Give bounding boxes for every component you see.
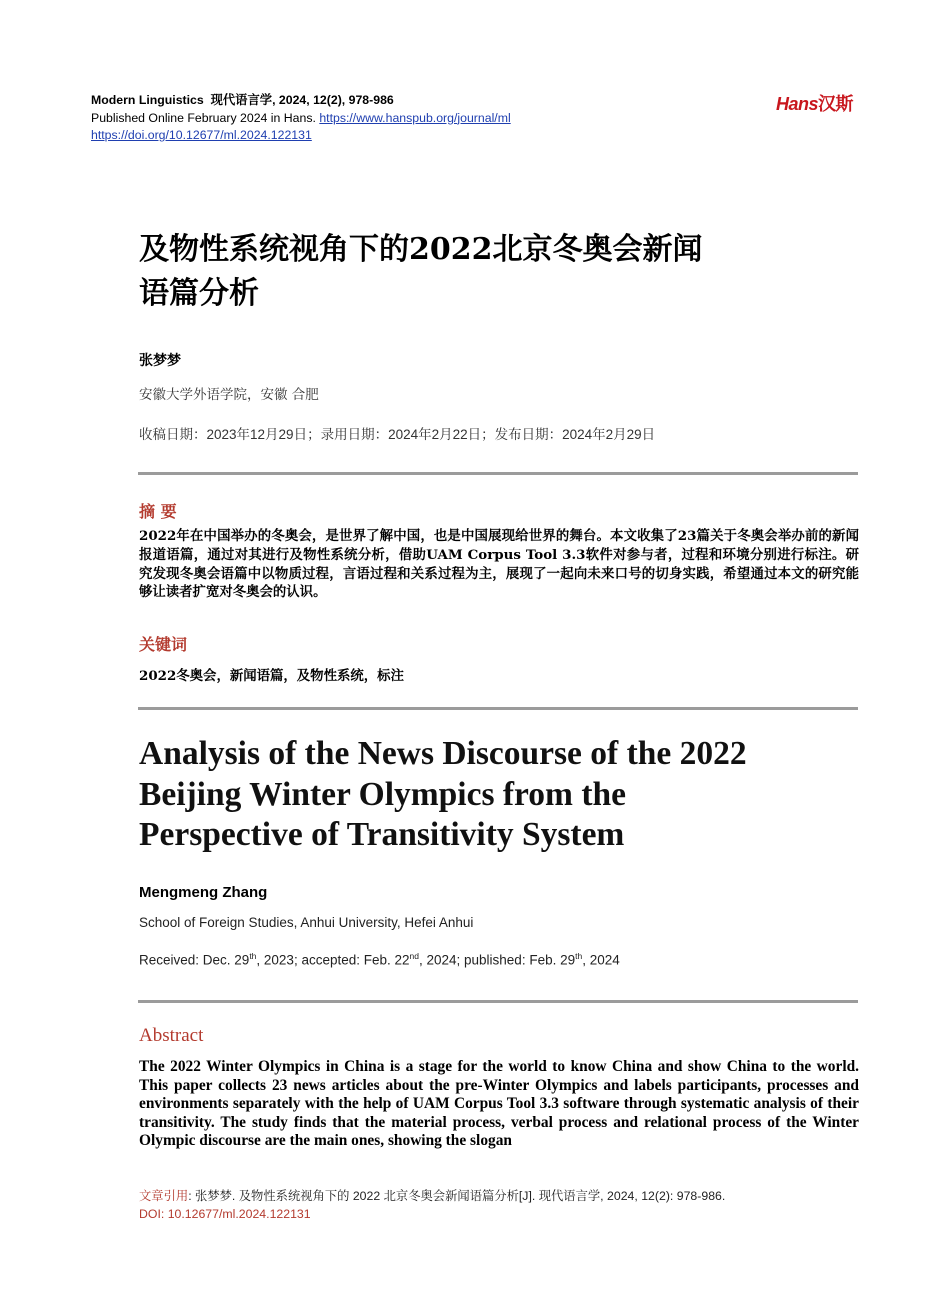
published-line bbox=[91, 110, 711, 128]
citation-text: : 张梦梦. 及物性系统视角下的 2022 北京冬奥会新闻语篇分析[J]. 现代语言学, 2024, 12(2): 978-986. bbox=[188, 1189, 726, 1203]
abstract-zh: 2022年在中国举办的冬奥会，是世界了解中国，也是中国展现给世界的舞台。本文收集了23篇关于冬奥会举办前的新闻报道语篇，通过对其进行及物性系统分析，借助UAM Corpus Tool 3.3软件对参与者，过程和环境分别进行标注。研究发现冬奥会语篇中以物质过程，言语过程和关系过程为主，展现了一起向未来口号的切身实践，希望通过本文的研究能够让读者扩宽对冬奥会的认识。 bbox=[139, 528, 859, 601]
citation-doi: DOI: 10.12677/ml.2024.122131 bbox=[139, 1207, 311, 1221]
author-en: Mengmeng Zhang bbox=[139, 884, 268, 901]
title-en bbox=[139, 734, 849, 856]
logo-text: Hans bbox=[776, 94, 819, 114]
affiliation-zh: 安徽大学外语学院，安徽 合肥 bbox=[139, 387, 319, 403]
affiliation-en: School of Foreign Studies, Anhui University, Hefei Anhui bbox=[139, 915, 474, 930]
dates-zh: 收稿日期：2023年12月29日；录用日期：2024年2月22日；发布日期：2024年2月29日 bbox=[139, 427, 656, 442]
keywords-heading-zh: 关键词 bbox=[139, 635, 188, 654]
title-en-line1: Analysis of the News Discourse of the 2022 bbox=[139, 735, 747, 772]
abstract-heading-zh: 摘 要 bbox=[139, 502, 177, 521]
title-zh-line1: 及物性系统视角下的2022北京冬奥会新闻 bbox=[139, 232, 703, 267]
logo-text-zh: 汉斯 bbox=[818, 94, 854, 114]
journal-name-zh: 现代语言学, 2024, 12(2), 978-986 bbox=[210, 93, 394, 107]
title-zh-line2: 语篇分析 bbox=[139, 276, 259, 311]
keywords-zh: 2022冬奥会，新闻语篇，及物性系统，标注 bbox=[139, 668, 404, 684]
citation-label: 文章引用 bbox=[139, 1189, 189, 1203]
journal-url-link[interactable]: https://www.hanspub.org/journal/ml bbox=[319, 110, 511, 125]
title-en-line3: Perspective of Transitivity System bbox=[139, 816, 625, 853]
title-zh bbox=[139, 228, 829, 316]
citation-block bbox=[139, 1187, 725, 1223]
abstract-heading-en: Abstract bbox=[139, 1025, 204, 1046]
doi-link[interactable]: https://doi.org/10.12677/ml.2024.122131 bbox=[91, 128, 312, 142]
dates-en: Received: Dec. 29th, 2023; accepted: Feb. 22nd, 2024; published: Feb. 29th, 2024 bbox=[139, 951, 620, 968]
divider bbox=[138, 472, 858, 475]
publisher-logo bbox=[776, 90, 853, 116]
journal-header bbox=[91, 92, 711, 145]
divider bbox=[138, 1000, 858, 1003]
published-text: Published Online February 2024 in Hans. bbox=[91, 110, 320, 125]
journal-name: Modern Linguistics bbox=[91, 93, 204, 107]
divider bbox=[138, 707, 858, 710]
abstract-en: The 2022 Winter Olympics in China is a stage for the world to know China and show China to the world. This paper collects 23 news articles about the pre-Winter Olympics and labels participants, processes and environments separately with the help of UAM Corpus Tool 3.3 software through systematic analysis of their transitivity. The study finds that the material process, verbal process and relational process of the Winter Olympic discourse are the main ones, showing the slogan bbox=[139, 1058, 859, 1150]
title-en-line2: Beijing Winter Olympics from the bbox=[139, 775, 626, 813]
author-zh: 张梦梦 bbox=[139, 353, 181, 369]
journal-citation-line bbox=[91, 92, 711, 110]
